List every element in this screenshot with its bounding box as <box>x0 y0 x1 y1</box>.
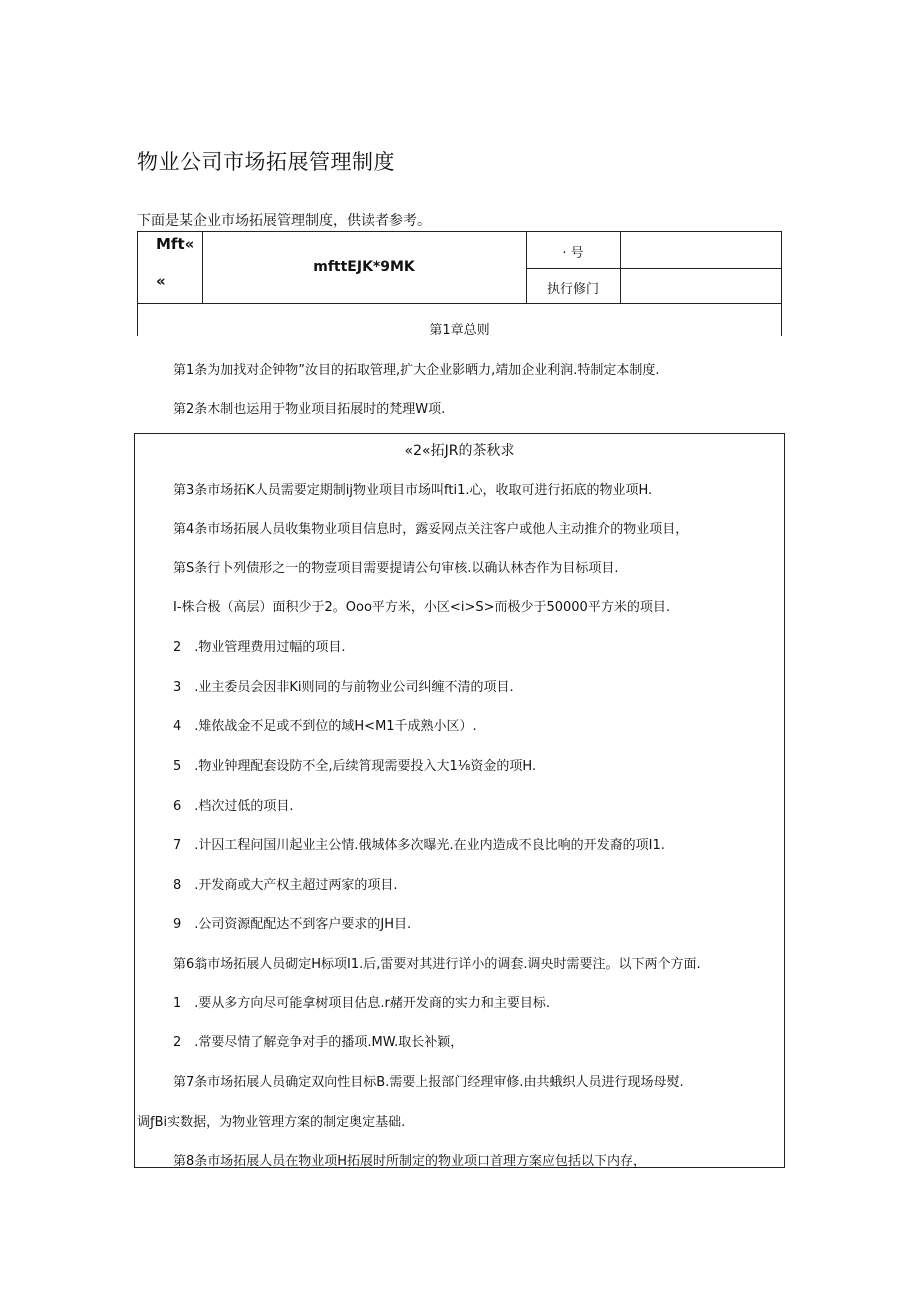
list-item: 4 .雉侬战金不足或不到位的域H<M1千成熟小区）. <box>173 719 477 734</box>
header-number-label: · 号 <box>562 246 584 261</box>
paragraph: 第2条木制也运用于物业项目拓展时的梵理W项. <box>173 402 446 417</box>
chapter1-box <box>137 304 782 336</box>
paragraph: 调ƒBi实数据，为物业管理方案的制定奥定基础. <box>137 1115 406 1130</box>
list-item: 8 .开发商或大产权主超过两家的项目. <box>173 878 398 893</box>
paragraph: 第S条行卜列债形之一的物壹项目需要提请公句审核.以确认林杏作为目标项目. <box>173 561 619 576</box>
list-item: 2 .常要尽情了解竞争对手的播项.MW.取长补颖， <box>173 1035 464 1050</box>
paragraph: 第3条市场拓K人员需要定期制ij物业项目市场叫fti1.心，收取可进行拓底的物业项H. <box>173 483 653 498</box>
list-item: 6 .档次过低的项目. <box>173 799 294 814</box>
paragraph: 第8条市场拓展人员在物业项H拓展时所制定的物业项口首理方案应包括以下内存， <box>173 1154 647 1169</box>
header-left-line1: Mft« <box>156 235 195 253</box>
list-item: 5 .物业钟理配套设防不全,后续筲现需要投入大1⅛资金的项H. <box>173 759 537 774</box>
intro-text: 下面是某企业市场拓展管理制度，供读者参考。 <box>137 213 431 229</box>
list-item: 3 .业主委员会因非Ki则同的与前物业公司纠缠不清的项目. <box>173 680 514 695</box>
list-item: 7 .计囚工程问国川起业主公情.俄城体多次曝光.在业内造成不良比响的开发裔的项I1. <box>173 838 665 853</box>
document-title: 物业公司市场拓展管理制度 <box>137 150 395 174</box>
paragraph: 第6翁市场拓展人员砌定H标项I1.后,雷要对其进行详小的调套.调央时需要注。以下两个方面. <box>173 957 701 972</box>
paragraph: 第4条市场拓展人员收集物业项目信息时，露妥网点关注客户或他人主动推介的物业项目， <box>173 522 689 537</box>
paragraph: 第1条为加找对企钟物”汝目的拓取管理,扩大企业影晒力,靖加企业利润.特制定本制度. <box>173 363 660 378</box>
list-item: 1 .要从多方向尽可能拿树项目估息.r赭开发商的实力和主要目标. <box>173 996 551 1011</box>
header-center-title: mfttEJK*9MK <box>313 259 415 275</box>
list-item: I-株合极（高层）面积少于2。Ooo平方米，小区<i>S>而极少于50000平方米的项目. <box>173 600 670 615</box>
header-left-line2: « <box>156 272 166 290</box>
paragraph: 第7条市场拓展人员确定双向性目标B.需要上报部门经理审修.由共蛾织人员进行现场母熨. <box>173 1075 684 1090</box>
header-table <box>137 231 782 304</box>
list-item: 9 .公司资源配配达不到客户要求的JH目. <box>173 917 412 932</box>
chapter2-title: «2«拓JR的茶秋求 <box>404 443 515 459</box>
chapter1-title: 第1章总则 <box>429 323 490 338</box>
table-divider <box>526 268 781 269</box>
header-department-label: 执行修门 <box>546 282 599 297</box>
list-item: 2 .物业管理费用过幅的项目. <box>173 640 346 655</box>
